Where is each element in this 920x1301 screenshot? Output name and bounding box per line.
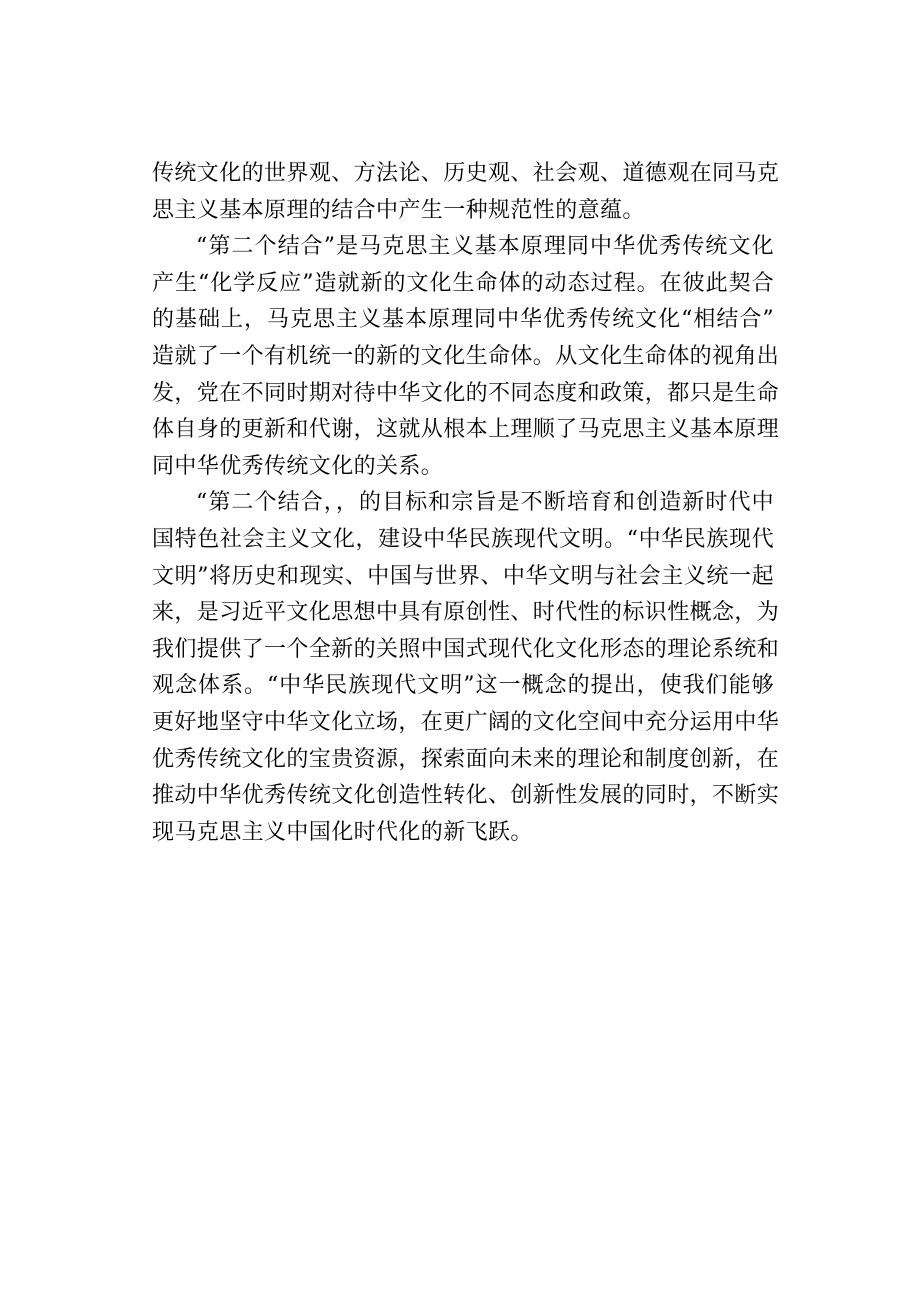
text-line: 产生“化学反应”造就新的文化生命体的动态过程。在彼此契合 — [152, 270, 774, 296]
text-line: 文明”将历史和现实、中国与世界、中华文明与社会主义统一起 — [152, 563, 774, 589]
text-line: 国特色社会主义文化，建设中华民族现代文明。“中华民族现代 — [152, 526, 774, 552]
text-line: 来，是习近平文化思想中具有原创性、时代性的标识性概念，为 — [152, 600, 780, 626]
text-line: 传统文化的世界观、方法论、历史观、社会观、道德观在同马克 — [152, 161, 780, 186]
text-line: 现马克思主义中国化时代化的新飞跃。 — [152, 819, 533, 845]
text-line: 造就了一个有机统一的新的文化生命体。从文化生命体的视角出 — [152, 343, 780, 369]
text-line: 更好地坚守中华文化立场，在更广阔的文化空间中充分运用中华 — [152, 709, 780, 735]
document-body — [152, 156, 780, 851]
text-line: 发，党在不同时期对待中华文化的不同态度和政策，都只是生命 — [152, 380, 780, 406]
text-line: 推动中华优秀传统文化创造性转化、创新性发展的同时，不断实 — [152, 783, 780, 809]
text-line: 思主义基本原理的结合中产生一种规范性的意蕴。 — [152, 197, 645, 223]
text-line: “第二个结合”是马克思主义基本原理同中华优秀传统文化 — [196, 234, 774, 260]
paragraph-3 — [152, 485, 780, 851]
text-line: 同中华优秀传统文化的关系。 — [152, 453, 444, 479]
paragraph-2 — [152, 229, 780, 485]
text-line: “第二个结合，，的目标和宗旨是不断培育和创造新时代中 — [196, 490, 774, 516]
text-line: 的基础上，马克思主义基本原理同中华优秀传统文化“相结合” — [152, 307, 774, 333]
text-line: 我们提供了一个全新的关照中国式现代化文化形态的理论系统和 — [152, 636, 780, 662]
paragraph-1 — [152, 156, 780, 229]
text-line: 优秀传统文化的宝贵资源，探索面向未来的理论和制度创新，在 — [152, 746, 780, 772]
text-line: 观念体系。“中华民族现代文明”这一概念的提出，使我们能够 — [152, 673, 774, 699]
text-line: 体自身的更新和代谢，这就从根本上理顺了马克思主义基本原理 — [152, 417, 780, 443]
